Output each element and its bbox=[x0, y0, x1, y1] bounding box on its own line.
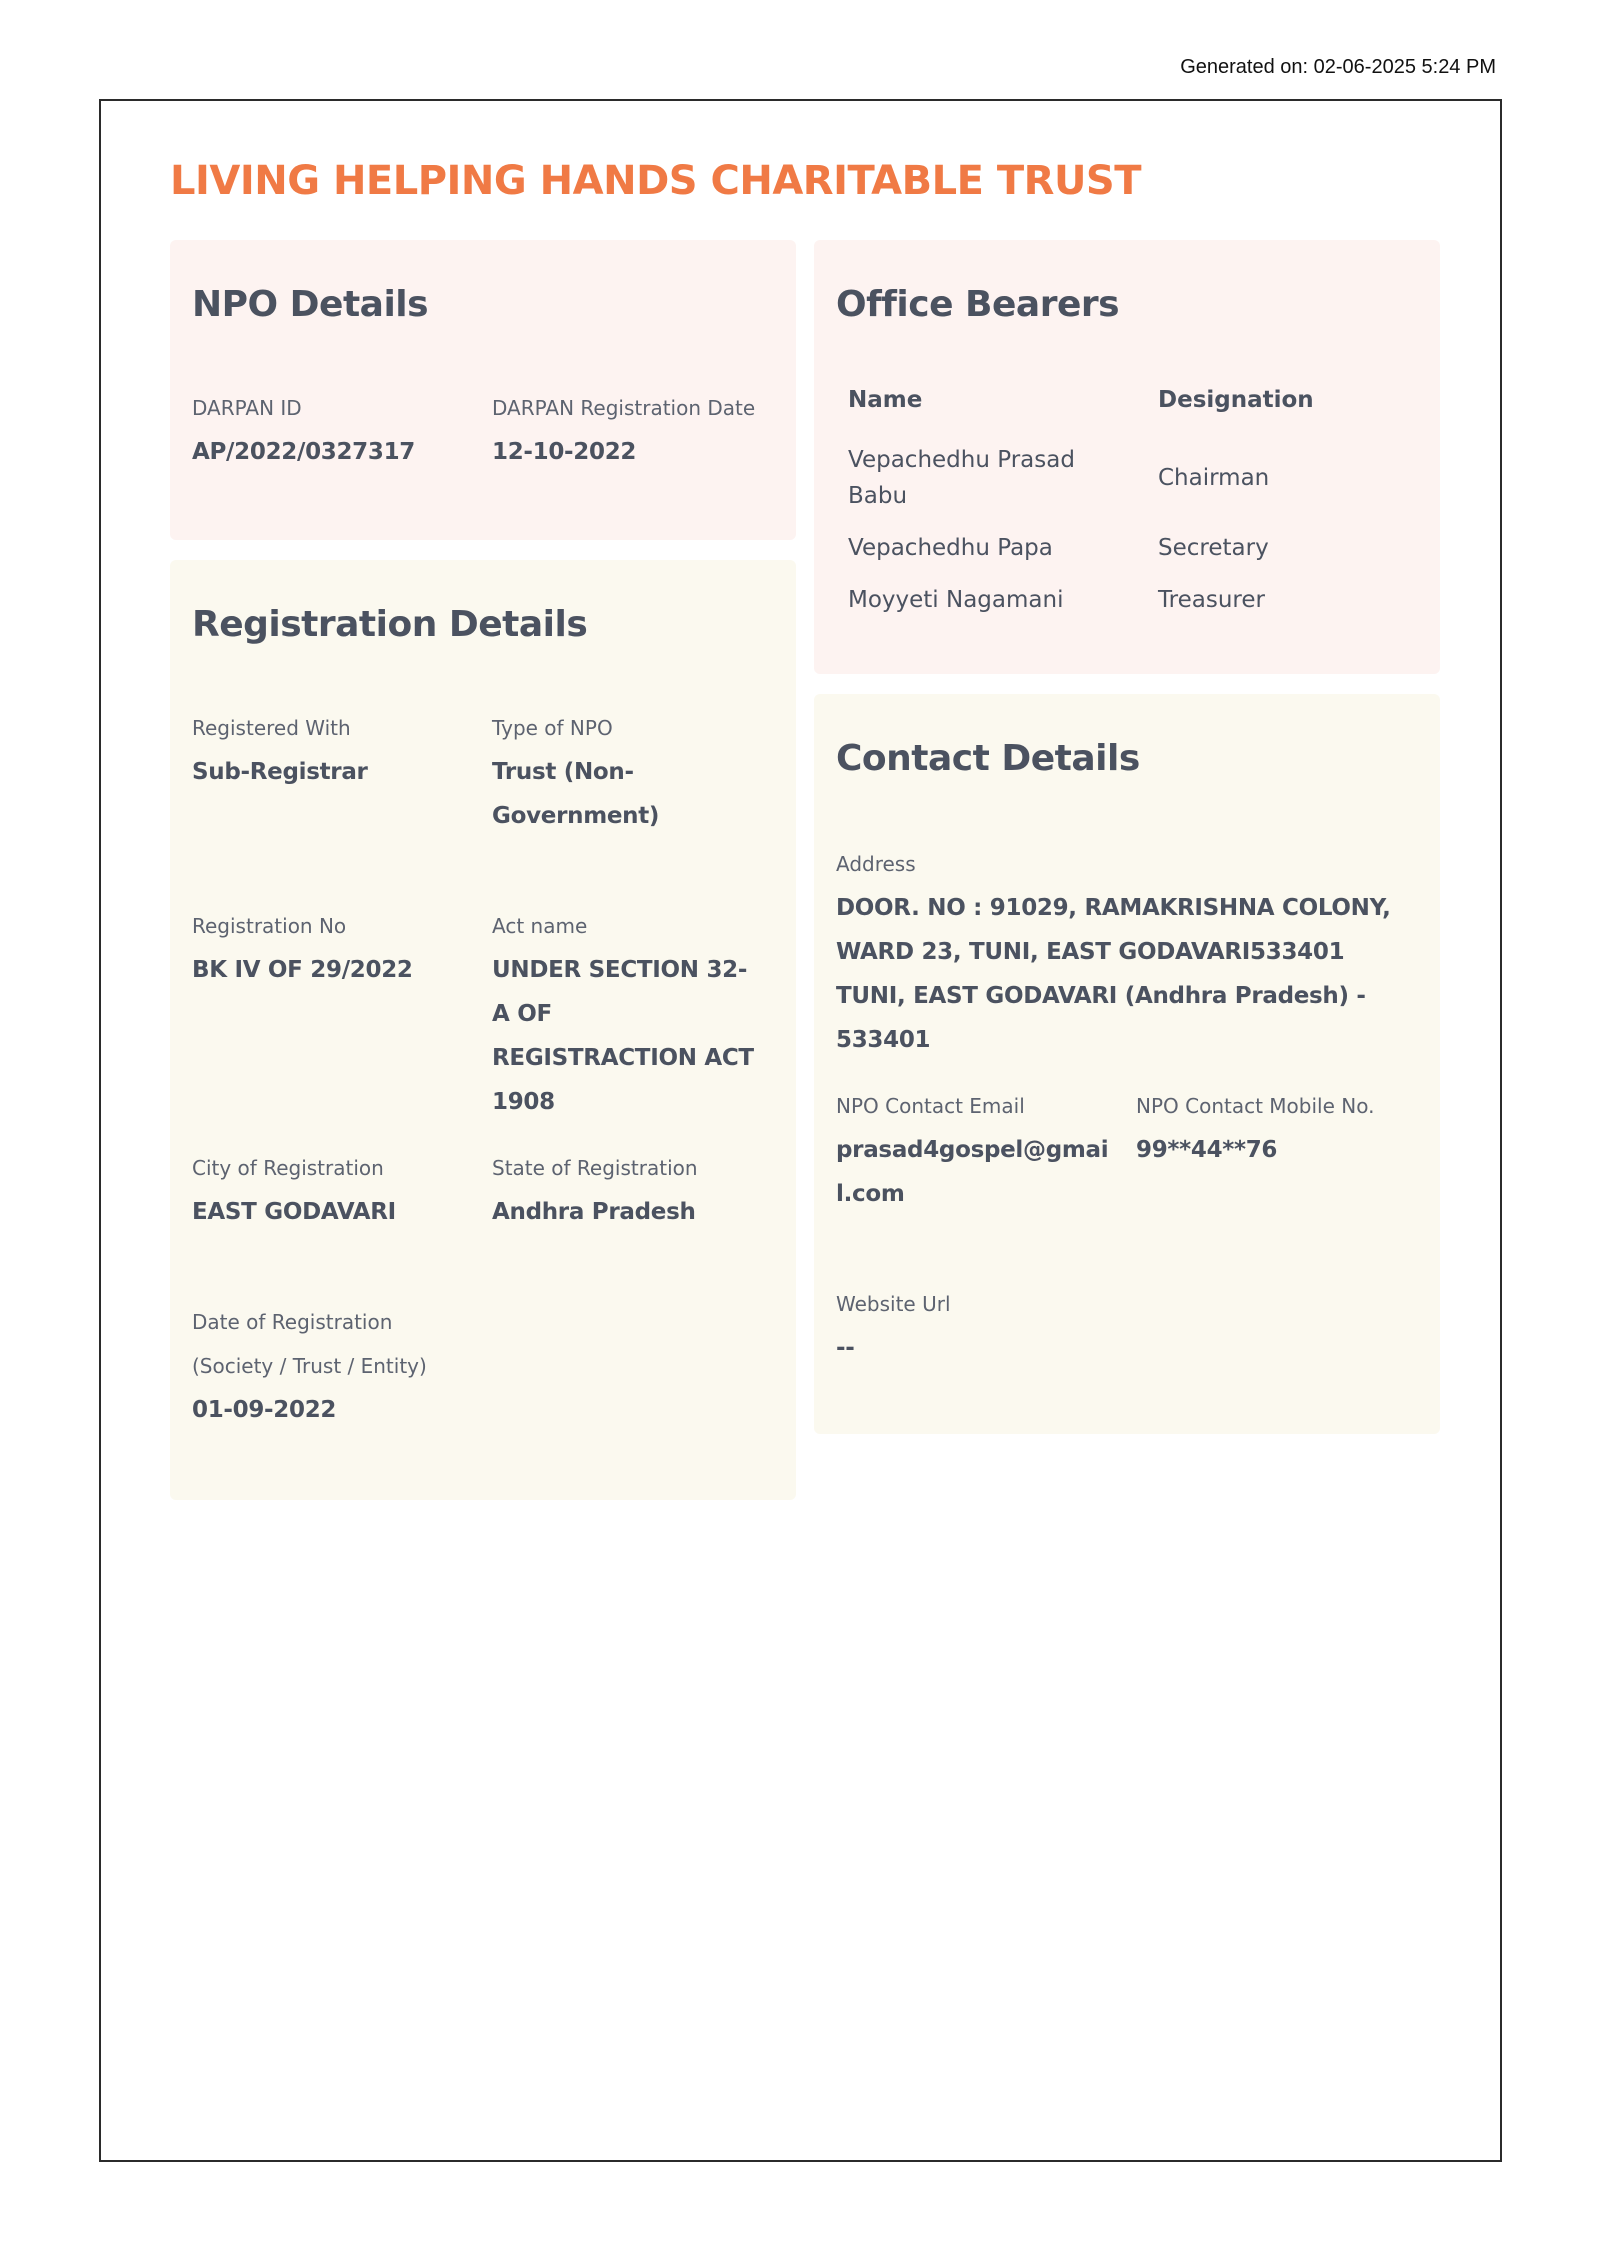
registration-date-label: Date of Registration (Society / Trust / Entity) bbox=[192, 1310, 427, 1378]
npo-type-label: Type of NPO bbox=[492, 716, 613, 740]
address-value: DOOR. NO : 91029, RAMAKRISHNA COLONY, WARD 23, TUNI, EAST GODAVARI533401 TUNI, EAST GODAVARI (Andhra Pradesh) - 533401 bbox=[836, 895, 1391, 1053]
registration-details-heading: Registration Details bbox=[192, 604, 588, 645]
contact-details-card bbox=[814, 694, 1440, 1434]
act-name-label: Act name bbox=[492, 914, 588, 938]
registered-with-field bbox=[192, 706, 472, 794]
act-name-value: UNDER SECTION 32-A OF REGISTRACTION ACT 1908 bbox=[492, 957, 754, 1115]
contact-email-field bbox=[836, 1084, 1116, 1216]
contact-mobile-field bbox=[1136, 1084, 1426, 1172]
office-bearers-heading: Office Bearers bbox=[836, 284, 1120, 325]
office-bearers-table bbox=[848, 380, 1408, 626]
name-column-header: Name bbox=[848, 387, 923, 413]
registered-with-value: Sub-Registrar bbox=[192, 759, 368, 785]
npo-details-card bbox=[170, 240, 796, 540]
darpan-date-value: 12-10-2022 bbox=[492, 439, 637, 465]
darpan-id-label: DARPAN ID bbox=[192, 396, 302, 420]
contact-email-label: NPO Contact Email bbox=[836, 1094, 1025, 1118]
office-bearers-card bbox=[814, 240, 1440, 674]
registration-no-field bbox=[192, 904, 472, 992]
registration-details-card bbox=[170, 560, 796, 1500]
table-row bbox=[848, 522, 1408, 574]
state-value: Andhra Pradesh bbox=[492, 1199, 696, 1225]
state-label: State of Registration bbox=[492, 1156, 698, 1180]
bearer-designation: Secretary bbox=[1158, 535, 1269, 561]
bearer-name: Vepachedhu Papa bbox=[848, 535, 1053, 561]
darpan-id-value: AP/2022/0327317 bbox=[192, 439, 415, 465]
contact-mobile-value: 99**44**76 bbox=[1136, 1137, 1278, 1163]
registration-date-value: 01-09-2022 bbox=[192, 1397, 337, 1423]
address-field bbox=[836, 842, 1416, 1062]
generated-timestamp: Generated on: 02-06-2025 5:24 PM bbox=[1180, 56, 1496, 78]
npo-details-heading: NPO Details bbox=[192, 284, 429, 325]
npo-type-field bbox=[492, 706, 692, 838]
bearer-designation: Chairman bbox=[1158, 465, 1270, 491]
address-label: Address bbox=[836, 852, 916, 876]
registered-with-label: Registered With bbox=[192, 716, 351, 740]
website-field bbox=[836, 1282, 1116, 1370]
darpan-id-field bbox=[192, 386, 472, 474]
contact-details-heading: Contact Details bbox=[836, 738, 1140, 779]
registration-no-label: Registration No bbox=[192, 914, 347, 938]
registration-no-value: BK IV OF 29/2022 bbox=[192, 957, 413, 983]
npo-type-value: Trust (Non-Government) bbox=[492, 759, 660, 829]
bearer-name: Vepachedhu Prasad Babu bbox=[848, 447, 1075, 509]
city-value: EAST GODAVARI bbox=[192, 1199, 396, 1225]
bearer-name: Moyyeti Nagamani bbox=[848, 587, 1064, 613]
table-row bbox=[848, 434, 1408, 522]
website-label: Website Url bbox=[836, 1292, 951, 1316]
organization-title: LIVING HELPING HANDS CHARITABLE TRUST bbox=[170, 158, 1142, 204]
city-label: City of Registration bbox=[192, 1156, 384, 1180]
designation-column-header: Designation bbox=[1158, 387, 1314, 413]
contact-mobile-label: NPO Contact Mobile No. bbox=[1136, 1094, 1375, 1118]
table-row bbox=[848, 574, 1408, 626]
registration-date-field bbox=[192, 1300, 462, 1432]
darpan-date-label: DARPAN Registration Date bbox=[492, 396, 756, 420]
bearer-designation: Treasurer bbox=[1158, 587, 1265, 613]
table-header-row bbox=[848, 380, 1408, 434]
state-field bbox=[492, 1146, 772, 1234]
contact-email-value: prasad4gospel@gmail.com bbox=[836, 1137, 1109, 1207]
act-name-field bbox=[492, 904, 762, 1124]
city-field bbox=[192, 1146, 472, 1234]
website-value: -- bbox=[836, 1335, 855, 1361]
darpan-date-field bbox=[492, 386, 782, 474]
